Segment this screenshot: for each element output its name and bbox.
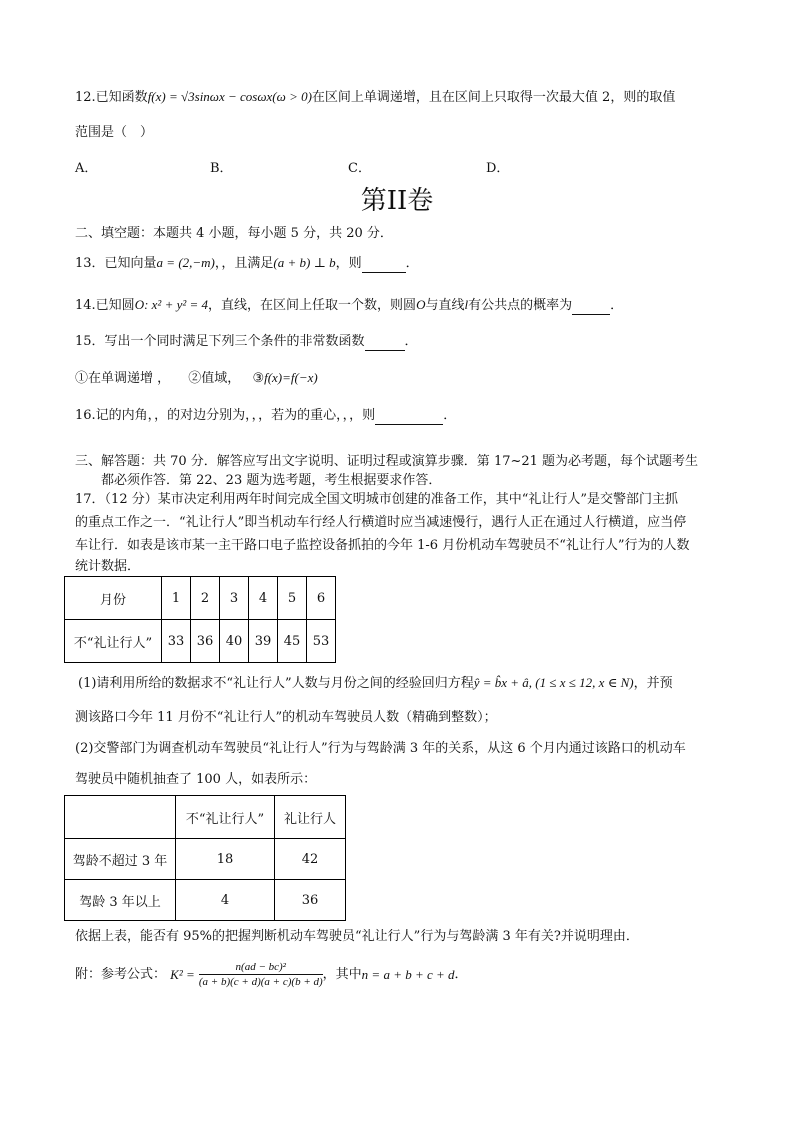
table-cell-count: 45 [278, 620, 307, 663]
q15-conditions [75, 369, 318, 388]
table-row [65, 839, 346, 880]
q15-condition-2: ②值域， [188, 371, 241, 386]
table-row [65, 796, 346, 839]
table-cell-month: 2 [191, 577, 220, 620]
solve-header-2: 都必须作答．第 22、23 题为选考题，考生根据要求作答． [101, 473, 442, 488]
q17-line4: 统计数据． [75, 559, 141, 574]
q13-text-c: ，则 [335, 256, 362, 271]
section-title: 第II卷 [360, 186, 434, 216]
q14-line-l: l [464, 297, 469, 312]
q15-condition-3: f(x)=f(−x) [264, 370, 318, 385]
monthly-table [64, 576, 336, 663]
table-cell-month: 6 [307, 577, 336, 620]
table-cell-count: 36 [191, 620, 220, 663]
table-header-month: 月份 [65, 577, 162, 620]
q13-formula2: (a + b) ⊥ b [273, 255, 336, 270]
ref-where: ，其中 [322, 967, 362, 982]
conclusion: 依据上表，能否有 95%的把握判断机动车驾驶员“礼让行人”行为与驾龄满 3 年有关?并说明理由． [75, 929, 639, 944]
ref-lhs: K² = [170, 967, 195, 982]
table-header-yield: 礼让行人 [275, 796, 346, 839]
q16-answer-blank[interactable] [375, 410, 443, 425]
q14-formula: O: x² + y² = 4 [134, 297, 209, 312]
table-cell: 42 [275, 839, 346, 880]
table-cell-month: 4 [249, 577, 278, 620]
fill-header: 二、填空题：本题共 4 小题，每小题 5 分，共 20 分． [75, 226, 393, 241]
q12-line2: 范围是（ ） [75, 125, 154, 140]
q16-text: 16.记的内角，，的对边分别为，，，若为的重心，，，则 [75, 408, 376, 423]
q13-period: ． [405, 256, 419, 271]
q14-period: ． [610, 298, 624, 313]
table-row [65, 620, 336, 663]
table-cell-count: 39 [249, 620, 278, 663]
q14-circle-o: O [416, 297, 426, 312]
table-cell: 4 [176, 880, 275, 921]
table-cell-month: 5 [278, 577, 307, 620]
table-row [65, 577, 336, 620]
q16 [75, 407, 456, 425]
ref-numerator: n(ad − bc)² [199, 960, 323, 975]
ref-end: ． [454, 967, 468, 982]
part1-formula: ŷ = b̂x + â, (1 ≤ x ≤ 12, x ∈ N) [473, 675, 634, 690]
table-cell-count: 53 [307, 620, 336, 663]
table-header-not-yield: 不“礼让行人” [176, 796, 275, 839]
table-row-label: 驾龄不超过 3 年 [65, 839, 176, 880]
q13-answer-blank[interactable] [362, 258, 406, 273]
table-cell-count: 40 [220, 620, 249, 663]
part1-text-a: (1)请利用所给的数据求不“礼让行人”人数与月份之间的经验回归方程 [78, 676, 474, 691]
table-cell: 36 [275, 880, 346, 921]
table-row-label: 驾龄 3 年以上 [65, 880, 176, 921]
q16-period: ． [443, 408, 457, 423]
part1-line2: 测该路口今年 11 月份不“礼让行人”的机动车驾驶员人数（精确到整数）； [75, 710, 497, 725]
q14-text-b: ，直线，在区间上任取一个数，则圆 [208, 298, 417, 313]
solve-header-1: 三、解答题：共 70 分．解答应写出文字说明、证明过程或演算步骤．第 17~21 题为必考题，每个试题考生 [75, 454, 699, 469]
q15-text: 15．写出一个同时满足下列三个条件的非常数函数 [75, 334, 365, 349]
ref-label: 附：参考公式： [75, 967, 167, 982]
option-a: A． [75, 161, 98, 176]
option-d: D． [486, 161, 510, 176]
q15 [75, 333, 418, 351]
ref-fraction [199, 960, 323, 990]
q14-text-a: 14.已知圆 [75, 298, 135, 313]
part2-line2: 驾驶员中随机抽查了 100 人，如表所示： [75, 772, 317, 787]
q15-period: ． [404, 334, 418, 349]
q12-formula: f(x) = √3sinωx − cosωx(ω > 0) [147, 89, 312, 104]
q17-line2: 的重点工作之一．“礼让行人”即当机动车行经人行横道时应当减速慢行，遇行人正在通过人行横道，应当停 [75, 515, 687, 530]
option-c: C． [348, 161, 371, 176]
table-header-count: 不“礼让行人” [65, 620, 162, 663]
ref-where-formula: n = a + b + c + d [361, 967, 455, 982]
q13-formula: a = (2,−m) [156, 255, 215, 270]
q17-line3: 车让行．如表是该市某一主干路口电子监控设备抓拍的今年 1-6 月份机动车驾驶员不“礼让行人”行为的人数 [75, 538, 690, 553]
q13-text-b: ，，且满足 [214, 256, 274, 271]
reference-formula [75, 960, 468, 991]
q14-text-d: 有公共点的概率为 [468, 298, 573, 313]
table-cell-month: 1 [162, 577, 191, 620]
part1-text-b: ，并预 [633, 676, 673, 691]
part1-line1 [78, 674, 673, 693]
q14 [75, 296, 623, 315]
q15-condition-1: ①在单调递增 ， [75, 371, 171, 386]
q12-suffix: 在区间上单调递增，且在区间上只取得一次最大值 2，则的取值 [311, 90, 676, 105]
q12-prefix: 12.已知函数 [75, 90, 148, 105]
q14-text-c: 与直线 [425, 298, 465, 313]
q15-answer-blank[interactable] [365, 336, 405, 351]
q15-condition-3-label: ③ [252, 371, 265, 386]
ref-denominator: (a + b)(c + d)(a + c)(b + d) [198, 976, 323, 988]
q14-answer-blank[interactable] [572, 300, 610, 315]
q13 [75, 254, 419, 273]
table-cell-month: 3 [220, 577, 249, 620]
part2-line1: (2)交警部门为调查机动车驾驶员“礼让行人”行为与驾龄满 3 年的关系，从这 6 个月内通过该路口的机动车 [75, 741, 686, 756]
q12-line1 [75, 88, 675, 107]
table-cell-count: 33 [162, 620, 191, 663]
table-cell: 18 [176, 839, 275, 880]
q17-line1: 17．（12 分）某市决定利用两年时间完成全国文明城市创建的准备工作，其中“礼让行人”是交警部门主抓 [75, 492, 679, 507]
table-corner [65, 796, 176, 839]
q13-text-a: 13．已知向量 [75, 256, 157, 271]
table-row [65, 880, 346, 921]
option-b: B． [210, 161, 233, 176]
contingency-table [64, 795, 346, 921]
